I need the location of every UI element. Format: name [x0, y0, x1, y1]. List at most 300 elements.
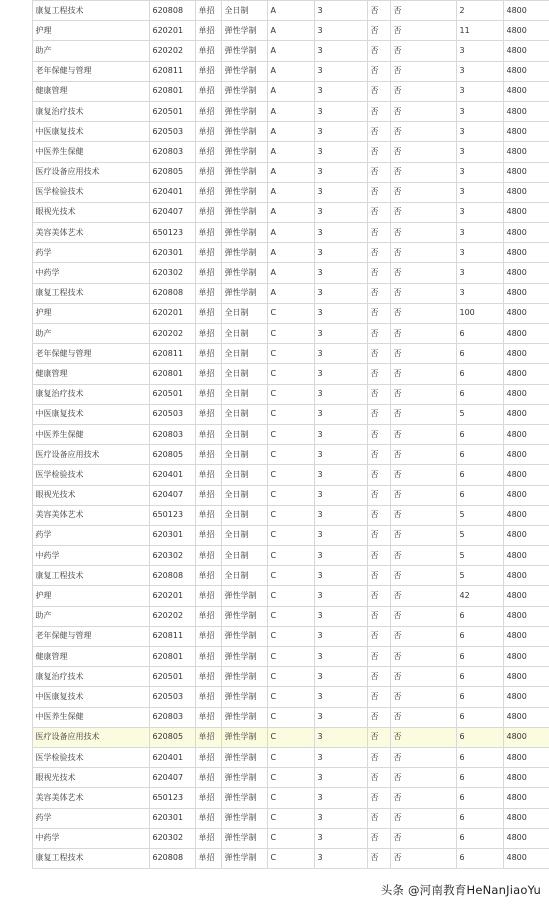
tuition-cell[interactable]: 4800: [503, 424, 549, 444]
tuition-cell[interactable]: 4800: [503, 465, 549, 485]
category-cell[interactable]: C: [267, 647, 314, 667]
study-mode-cell[interactable]: 全日制: [221, 364, 267, 384]
major-code-cell[interactable]: 620503: [149, 404, 195, 424]
study-mode-cell[interactable]: 弹性学制: [221, 182, 267, 202]
major-name-cell[interactable]: 医疗设备应用技术: [32, 445, 149, 465]
years-cell[interactable]: 3: [314, 344, 367, 364]
major-code-cell[interactable]: 620302: [149, 546, 195, 566]
years-cell[interactable]: 3: [314, 404, 367, 424]
category-cell[interactable]: A: [267, 182, 314, 202]
major-name-cell[interactable]: 医学检验技术: [32, 182, 149, 202]
plan-count-cell[interactable]: 2: [456, 1, 503, 21]
category-cell[interactable]: A: [267, 81, 314, 101]
category-cell[interactable]: C: [267, 303, 314, 323]
major-code-cell[interactable]: 620805: [149, 727, 195, 747]
category-cell[interactable]: C: [267, 344, 314, 364]
category-cell[interactable]: C: [267, 424, 314, 444]
flag1-cell[interactable]: 否: [367, 303, 390, 323]
years-cell[interactable]: 3: [314, 303, 367, 323]
flag2-cell[interactable]: 否: [390, 525, 456, 545]
flag1-cell[interactable]: 否: [367, 1, 390, 21]
major-name-cell[interactable]: 护理: [32, 586, 149, 606]
study-mode-cell[interactable]: 弹性学制: [221, 808, 267, 828]
years-cell[interactable]: 3: [314, 424, 367, 444]
category-cell[interactable]: C: [267, 505, 314, 525]
major-name-cell[interactable]: 康复治疗技术: [32, 384, 149, 404]
flag1-cell[interactable]: 否: [367, 566, 390, 586]
category-cell[interactable]: A: [267, 61, 314, 81]
tuition-cell[interactable]: 4800: [503, 81, 549, 101]
study-mode-cell[interactable]: 弹性学制: [221, 81, 267, 101]
enroll-type-cell[interactable]: 单招: [195, 687, 221, 707]
tuition-cell[interactable]: 4800: [503, 687, 549, 707]
plan-count-cell[interactable]: 6: [456, 768, 503, 788]
flag1-cell[interactable]: 否: [367, 546, 390, 566]
plan-count-cell[interactable]: 5: [456, 505, 503, 525]
major-name-cell[interactable]: 美容美体艺术: [32, 788, 149, 808]
flag2-cell[interactable]: 否: [390, 404, 456, 424]
major-name-cell[interactable]: 药学: [32, 243, 149, 263]
years-cell[interactable]: 3: [314, 384, 367, 404]
years-cell[interactable]: 3: [314, 182, 367, 202]
tuition-cell[interactable]: 4800: [503, 263, 549, 283]
flag2-cell[interactable]: 否: [390, 21, 456, 41]
plan-count-cell[interactable]: 6: [456, 485, 503, 505]
major-name-cell[interactable]: 护理: [32, 21, 149, 41]
enroll-type-cell[interactable]: 单招: [195, 142, 221, 162]
major-name-cell[interactable]: 助产: [32, 606, 149, 626]
flag1-cell[interactable]: 否: [367, 263, 390, 283]
category-cell[interactable]: C: [267, 546, 314, 566]
category-cell[interactable]: C: [267, 606, 314, 626]
category-cell[interactable]: C: [267, 848, 314, 868]
plan-count-cell[interactable]: 6: [456, 647, 503, 667]
years-cell[interactable]: 3: [314, 263, 367, 283]
category-cell[interactable]: A: [267, 41, 314, 61]
enroll-type-cell[interactable]: 单招: [195, 707, 221, 727]
flag1-cell[interactable]: 否: [367, 828, 390, 848]
plan-count-cell[interactable]: 100: [456, 303, 503, 323]
major-code-cell[interactable]: 620202: [149, 41, 195, 61]
enroll-type-cell[interactable]: 单招: [195, 485, 221, 505]
enroll-type-cell[interactable]: 单招: [195, 162, 221, 182]
category-cell[interactable]: A: [267, 21, 314, 41]
major-name-cell[interactable]: 中药学: [32, 546, 149, 566]
major-name-cell[interactable]: 眼视光技术: [32, 202, 149, 222]
flag2-cell[interactable]: 否: [390, 606, 456, 626]
enroll-type-cell[interactable]: 单招: [195, 303, 221, 323]
flag1-cell[interactable]: 否: [367, 364, 390, 384]
enroll-type-cell[interactable]: 单招: [195, 122, 221, 142]
enroll-type-cell[interactable]: 单招: [195, 768, 221, 788]
tuition-cell[interactable]: 4800: [503, 586, 549, 606]
tuition-cell[interactable]: 4800: [503, 21, 549, 41]
category-cell[interactable]: C: [267, 586, 314, 606]
major-name-cell[interactable]: 健康管理: [32, 647, 149, 667]
major-name-cell[interactable]: 医学检验技术: [32, 747, 149, 767]
major-name-cell[interactable]: 康复工程技术: [32, 1, 149, 21]
major-code-cell[interactable]: 650123: [149, 788, 195, 808]
study-mode-cell[interactable]: 弹性学制: [221, 142, 267, 162]
plan-count-cell[interactable]: 3: [456, 283, 503, 303]
category-cell[interactable]: A: [267, 283, 314, 303]
study-mode-cell[interactable]: 弹性学制: [221, 747, 267, 767]
flag2-cell[interactable]: 否: [390, 243, 456, 263]
tuition-cell[interactable]: 4800: [503, 647, 549, 667]
flag1-cell[interactable]: 否: [367, 525, 390, 545]
flag2-cell[interactable]: 否: [390, 61, 456, 81]
study-mode-cell[interactable]: 弹性学制: [221, 586, 267, 606]
study-mode-cell[interactable]: 弹性学制: [221, 788, 267, 808]
enroll-type-cell[interactable]: 单招: [195, 667, 221, 687]
category-cell[interactable]: A: [267, 1, 314, 21]
plan-count-cell[interactable]: 6: [456, 626, 503, 646]
years-cell[interactable]: 3: [314, 445, 367, 465]
flag1-cell[interactable]: 否: [367, 768, 390, 788]
flag1-cell[interactable]: 否: [367, 465, 390, 485]
major-code-cell[interactable]: 620811: [149, 626, 195, 646]
major-code-cell[interactable]: 620805: [149, 445, 195, 465]
flag1-cell[interactable]: 否: [367, 485, 390, 505]
major-code-cell[interactable]: 620805: [149, 162, 195, 182]
flag1-cell[interactable]: 否: [367, 687, 390, 707]
major-name-cell[interactable]: 美容美体艺术: [32, 223, 149, 243]
study-mode-cell[interactable]: 弹性学制: [221, 202, 267, 222]
study-mode-cell[interactable]: 弹性学制: [221, 727, 267, 747]
major-name-cell[interactable]: 健康管理: [32, 364, 149, 384]
category-cell[interactable]: C: [267, 485, 314, 505]
flag2-cell[interactable]: 否: [390, 485, 456, 505]
flag1-cell[interactable]: 否: [367, 586, 390, 606]
years-cell[interactable]: 3: [314, 505, 367, 525]
plan-count-cell[interactable]: 6: [456, 606, 503, 626]
enroll-type-cell[interactable]: 单招: [195, 384, 221, 404]
category-cell[interactable]: A: [267, 263, 314, 283]
plan-count-cell[interactable]: 6: [456, 424, 503, 444]
tuition-cell[interactable]: 4800: [503, 41, 549, 61]
flag2-cell[interactable]: 否: [390, 263, 456, 283]
enroll-type-cell[interactable]: 单招: [195, 364, 221, 384]
study-mode-cell[interactable]: 全日制: [221, 525, 267, 545]
major-code-cell[interactable]: 620801: [149, 364, 195, 384]
major-name-cell[interactable]: 美容美体艺术: [32, 505, 149, 525]
years-cell[interactable]: 3: [314, 81, 367, 101]
study-mode-cell[interactable]: 全日制: [221, 546, 267, 566]
tuition-cell[interactable]: 4800: [503, 344, 549, 364]
flag1-cell[interactable]: 否: [367, 223, 390, 243]
years-cell[interactable]: 3: [314, 647, 367, 667]
study-mode-cell[interactable]: 弹性学制: [221, 61, 267, 81]
major-code-cell[interactable]: 620501: [149, 101, 195, 121]
enroll-type-cell[interactable]: 单招: [195, 202, 221, 222]
flag1-cell[interactable]: 否: [367, 404, 390, 424]
study-mode-cell[interactable]: 弹性学制: [221, 768, 267, 788]
category-cell[interactable]: A: [267, 142, 314, 162]
tuition-cell[interactable]: 4800: [503, 384, 549, 404]
flag1-cell[interactable]: 否: [367, 747, 390, 767]
plan-count-cell[interactable]: 6: [456, 324, 503, 344]
years-cell[interactable]: 3: [314, 546, 367, 566]
enroll-type-cell[interactable]: 单招: [195, 465, 221, 485]
plan-count-cell[interactable]: 6: [456, 445, 503, 465]
tuition-cell[interactable]: 4800: [503, 667, 549, 687]
enroll-type-cell[interactable]: 单招: [195, 424, 221, 444]
category-cell[interactable]: C: [267, 768, 314, 788]
tuition-cell[interactable]: 4800: [503, 727, 549, 747]
flag2-cell[interactable]: 否: [390, 303, 456, 323]
study-mode-cell[interactable]: 全日制: [221, 384, 267, 404]
years-cell[interactable]: 3: [314, 243, 367, 263]
major-name-cell[interactable]: 医疗设备应用技术: [32, 162, 149, 182]
flag2-cell[interactable]: 否: [390, 364, 456, 384]
flag2-cell[interactable]: 否: [390, 768, 456, 788]
years-cell[interactable]: 3: [314, 808, 367, 828]
major-code-cell[interactable]: 620501: [149, 384, 195, 404]
years-cell[interactable]: 3: [314, 101, 367, 121]
major-name-cell[interactable]: 药学: [32, 808, 149, 828]
tuition-cell[interactable]: 4800: [503, 324, 549, 344]
category-cell[interactable]: C: [267, 788, 314, 808]
plan-count-cell[interactable]: 5: [456, 404, 503, 424]
study-mode-cell[interactable]: 弹性学制: [221, 647, 267, 667]
years-cell[interactable]: 3: [314, 364, 367, 384]
enroll-type-cell[interactable]: 单招: [195, 101, 221, 121]
enroll-type-cell[interactable]: 单招: [195, 828, 221, 848]
study-mode-cell[interactable]: 弹性学制: [221, 626, 267, 646]
tuition-cell[interactable]: 4800: [503, 223, 549, 243]
plan-count-cell[interactable]: 3: [456, 243, 503, 263]
tuition-cell[interactable]: 4800: [503, 788, 549, 808]
major-code-cell[interactable]: 620401: [149, 747, 195, 767]
major-code-cell[interactable]: 620801: [149, 81, 195, 101]
flag2-cell[interactable]: 否: [390, 182, 456, 202]
flag2-cell[interactable]: 否: [390, 848, 456, 868]
study-mode-cell[interactable]: 全日制: [221, 344, 267, 364]
category-cell[interactable]: C: [267, 445, 314, 465]
flag2-cell[interactable]: 否: [390, 384, 456, 404]
major-name-cell[interactable]: 中医康复技术: [32, 404, 149, 424]
category-cell[interactable]: C: [267, 364, 314, 384]
tuition-cell[interactable]: 4800: [503, 61, 549, 81]
category-cell[interactable]: C: [267, 465, 314, 485]
flag1-cell[interactable]: 否: [367, 727, 390, 747]
major-name-cell[interactable]: 老年保健与管理: [32, 626, 149, 646]
major-name-cell[interactable]: 中医养生保健: [32, 707, 149, 727]
tuition-cell[interactable]: 4800: [503, 1, 549, 21]
category-cell[interactable]: C: [267, 707, 314, 727]
study-mode-cell[interactable]: 全日制: [221, 485, 267, 505]
plan-count-cell[interactable]: 6: [456, 848, 503, 868]
category-cell[interactable]: A: [267, 101, 314, 121]
flag2-cell[interactable]: 否: [390, 727, 456, 747]
category-cell[interactable]: C: [267, 626, 314, 646]
years-cell[interactable]: 3: [314, 606, 367, 626]
years-cell[interactable]: 3: [314, 828, 367, 848]
flag2-cell[interactable]: 否: [390, 808, 456, 828]
flag2-cell[interactable]: 否: [390, 647, 456, 667]
plan-count-cell[interactable]: 6: [456, 727, 503, 747]
plan-count-cell[interactable]: 3: [456, 223, 503, 243]
flag1-cell[interactable]: 否: [367, 61, 390, 81]
major-name-cell[interactable]: 医学检验技术: [32, 465, 149, 485]
flag1-cell[interactable]: 否: [367, 21, 390, 41]
tuition-cell[interactable]: 4800: [503, 162, 549, 182]
tuition-cell[interactable]: 4800: [503, 525, 549, 545]
tuition-cell[interactable]: 4800: [503, 364, 549, 384]
major-name-cell[interactable]: 护理: [32, 303, 149, 323]
major-name-cell[interactable]: 康复工程技术: [32, 566, 149, 586]
study-mode-cell[interactable]: 弹性学制: [221, 828, 267, 848]
flag1-cell[interactable]: 否: [367, 142, 390, 162]
major-code-cell[interactable]: 620811: [149, 344, 195, 364]
flag2-cell[interactable]: 否: [390, 546, 456, 566]
plan-count-cell[interactable]: 3: [456, 61, 503, 81]
major-code-cell[interactable]: 620808: [149, 848, 195, 868]
years-cell[interactable]: 3: [314, 626, 367, 646]
flag1-cell[interactable]: 否: [367, 283, 390, 303]
category-cell[interactable]: A: [267, 202, 314, 222]
plan-count-cell[interactable]: 6: [456, 384, 503, 404]
major-name-cell[interactable]: 健康管理: [32, 81, 149, 101]
plan-count-cell[interactable]: 42: [456, 586, 503, 606]
category-cell[interactable]: C: [267, 828, 314, 848]
flag2-cell[interactable]: 否: [390, 586, 456, 606]
major-code-cell[interactable]: 620501: [149, 667, 195, 687]
major-code-cell[interactable]: 620302: [149, 263, 195, 283]
flag1-cell[interactable]: 否: [367, 667, 390, 687]
study-mode-cell[interactable]: 全日制: [221, 445, 267, 465]
enroll-type-cell[interactable]: 单招: [195, 404, 221, 424]
enroll-type-cell[interactable]: 单招: [195, 61, 221, 81]
enroll-type-cell[interactable]: 单招: [195, 848, 221, 868]
flag1-cell[interactable]: 否: [367, 647, 390, 667]
major-name-cell[interactable]: 康复治疗技术: [32, 101, 149, 121]
enroll-type-cell[interactable]: 单招: [195, 41, 221, 61]
study-mode-cell[interactable]: 弹性学制: [221, 707, 267, 727]
flag2-cell[interactable]: 否: [390, 324, 456, 344]
flag1-cell[interactable]: 否: [367, 81, 390, 101]
category-cell[interactable]: A: [267, 162, 314, 182]
major-name-cell[interactable]: 中药学: [32, 263, 149, 283]
flag1-cell[interactable]: 否: [367, 445, 390, 465]
tuition-cell[interactable]: 4800: [503, 606, 549, 626]
major-code-cell[interactable]: 620407: [149, 768, 195, 788]
study-mode-cell[interactable]: 弹性学制: [221, 283, 267, 303]
enroll-type-cell[interactable]: 单招: [195, 1, 221, 21]
years-cell[interactable]: 3: [314, 465, 367, 485]
category-cell[interactable]: C: [267, 747, 314, 767]
plan-count-cell[interactable]: 3: [456, 182, 503, 202]
major-name-cell[interactable]: 助产: [32, 41, 149, 61]
major-code-cell[interactable]: 620808: [149, 1, 195, 21]
tuition-cell[interactable]: 4800: [503, 142, 549, 162]
years-cell[interactable]: 3: [314, 687, 367, 707]
flag1-cell[interactable]: 否: [367, 626, 390, 646]
major-name-cell[interactable]: 眼视光技术: [32, 485, 149, 505]
major-name-cell[interactable]: 中医养生保健: [32, 424, 149, 444]
flag2-cell[interactable]: 否: [390, 344, 456, 364]
plan-count-cell[interactable]: 3: [456, 202, 503, 222]
major-code-cell[interactable]: 620503: [149, 122, 195, 142]
plan-count-cell[interactable]: 5: [456, 525, 503, 545]
years-cell[interactable]: 3: [314, 324, 367, 344]
plan-count-cell[interactable]: 6: [456, 808, 503, 828]
tuition-cell[interactable]: 4800: [503, 404, 549, 424]
major-name-cell[interactable]: 药学: [32, 525, 149, 545]
years-cell[interactable]: 3: [314, 61, 367, 81]
flag1-cell[interactable]: 否: [367, 384, 390, 404]
category-cell[interactable]: C: [267, 525, 314, 545]
years-cell[interactable]: 3: [314, 21, 367, 41]
major-code-cell[interactable]: 620407: [149, 202, 195, 222]
category-cell[interactable]: C: [267, 727, 314, 747]
flag2-cell[interactable]: 否: [390, 424, 456, 444]
major-name-cell[interactable]: 助产: [32, 324, 149, 344]
tuition-cell[interactable]: 4800: [503, 485, 549, 505]
plan-count-cell[interactable]: 5: [456, 546, 503, 566]
enroll-type-cell[interactable]: 单招: [195, 81, 221, 101]
years-cell[interactable]: 3: [314, 142, 367, 162]
flag1-cell[interactable]: 否: [367, 101, 390, 121]
major-code-cell[interactable]: 620201: [149, 303, 195, 323]
study-mode-cell[interactable]: 弹性学制: [221, 21, 267, 41]
enroll-type-cell[interactable]: 单招: [195, 606, 221, 626]
study-mode-cell[interactable]: 全日制: [221, 404, 267, 424]
plan-count-cell[interactable]: 6: [456, 364, 503, 384]
enroll-type-cell[interactable]: 单招: [195, 243, 221, 263]
category-cell[interactable]: C: [267, 808, 314, 828]
major-code-cell[interactable]: 650123: [149, 223, 195, 243]
study-mode-cell[interactable]: 全日制: [221, 424, 267, 444]
category-cell[interactable]: A: [267, 243, 314, 263]
major-name-cell[interactable]: 中药学: [32, 828, 149, 848]
plan-count-cell[interactable]: 6: [456, 747, 503, 767]
tuition-cell[interactable]: 4800: [503, 566, 549, 586]
plan-count-cell[interactable]: 6: [456, 828, 503, 848]
years-cell[interactable]: 3: [314, 848, 367, 868]
flag2-cell[interactable]: 否: [390, 445, 456, 465]
flag2-cell[interactable]: 否: [390, 667, 456, 687]
tuition-cell[interactable]: 4800: [503, 303, 549, 323]
plan-count-cell[interactable]: 3: [456, 101, 503, 121]
years-cell[interactable]: 3: [314, 707, 367, 727]
tuition-cell[interactable]: 4800: [503, 202, 549, 222]
category-cell[interactable]: C: [267, 566, 314, 586]
flag2-cell[interactable]: 否: [390, 223, 456, 243]
enroll-type-cell[interactable]: 单招: [195, 808, 221, 828]
years-cell[interactable]: 3: [314, 122, 367, 142]
category-cell[interactable]: C: [267, 324, 314, 344]
years-cell[interactable]: 3: [314, 1, 367, 21]
years-cell[interactable]: 3: [314, 727, 367, 747]
major-code-cell[interactable]: 620401: [149, 465, 195, 485]
tuition-cell[interactable]: 4800: [503, 182, 549, 202]
flag2-cell[interactable]: 否: [390, 81, 456, 101]
flag2-cell[interactable]: 否: [390, 101, 456, 121]
flag2-cell[interactable]: 否: [390, 626, 456, 646]
tuition-cell[interactable]: 4800: [503, 505, 549, 525]
flag2-cell[interactable]: 否: [390, 687, 456, 707]
study-mode-cell[interactable]: 全日制: [221, 465, 267, 485]
flag1-cell[interactable]: 否: [367, 424, 390, 444]
major-name-cell[interactable]: 老年保健与管理: [32, 61, 149, 81]
flag1-cell[interactable]: 否: [367, 505, 390, 525]
flag2-cell[interactable]: 否: [390, 788, 456, 808]
study-mode-cell[interactable]: 弹性学制: [221, 162, 267, 182]
major-code-cell[interactable]: 620801: [149, 647, 195, 667]
category-cell[interactable]: C: [267, 667, 314, 687]
enroll-type-cell[interactable]: 单招: [195, 566, 221, 586]
